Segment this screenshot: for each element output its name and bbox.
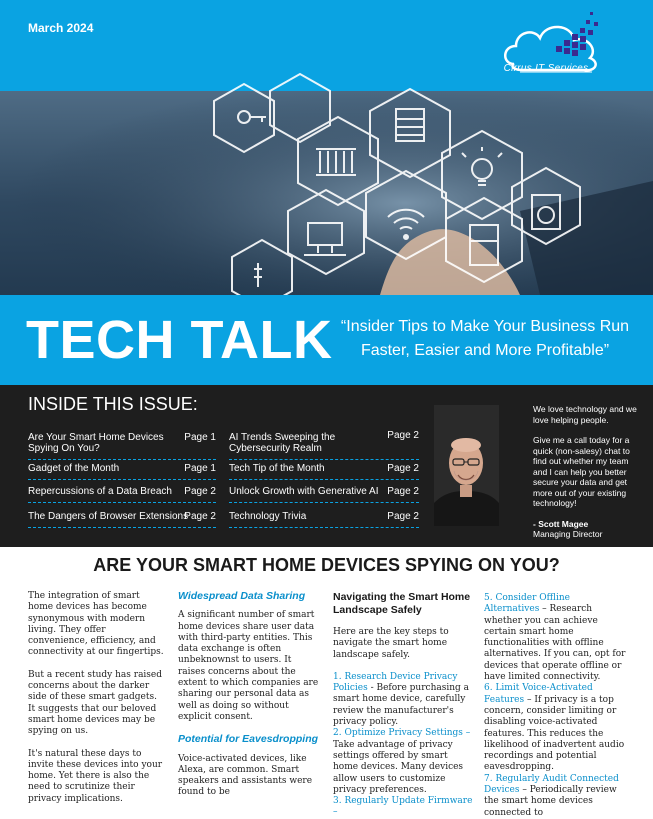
toc-item-page: Page 2 (387, 486, 419, 497)
tech-talk-banner (0, 295, 653, 385)
list-item-lead: 2. Optimize Privacy Settings – (333, 728, 471, 739)
subheading: Widespread Data Sharing (178, 590, 306, 602)
toc-item-title: The Dangers of Browser Extensions (28, 511, 189, 522)
toc-item[interactable] (28, 480, 216, 503)
toc-item-page: Page 1 (184, 463, 216, 474)
article-title: ARE YOUR SMART HOME DEVICES SPYING ON YOU? (93, 555, 560, 575)
author-name: - Scott Magee (533, 518, 589, 529)
toc-item[interactable] (229, 425, 419, 460)
paragraph: The integration of smart home devices has become synonymous with modern living. They offer convenience, efficiency, and connectivity at our fingertips. (28, 591, 164, 658)
toc-item[interactable] (229, 460, 419, 480)
toc-item-page: Page 2 (387, 430, 419, 441)
inside-this-issue (0, 385, 653, 547)
toc-item-page: Page 2 (184, 511, 216, 522)
list-item-text: - Before purchasing a smart home device, carefully review the manufacturer's privacy policy. (333, 683, 470, 728)
hero-image (0, 91, 653, 295)
newsletter-title: TECH TALK (26, 310, 333, 370)
toc-item[interactable] (229, 480, 419, 503)
list-item-text: – If privacy is a top concern, consider limiting or disabling voice-activated features. This reduces the likelihood of inadvertent audio recordings and potential eavesdropping. (484, 694, 625, 773)
issue-date: March 2024 (28, 21, 94, 35)
paragraph: It's natural these days to invite these devices into your home. Yet there is also the need to scrutinize their privacy implications. (28, 748, 163, 804)
toc-item-page: Page 1 (184, 432, 216, 443)
toc-item-title: AI Trends Sweeping the Cybersecurity Realm (229, 432, 336, 454)
list-item-lead: 1. Research Device Privacy Policies (333, 671, 458, 694)
list-item-lead: 3. Regularly Update Firmware – (333, 796, 473, 818)
toc-item-title: Gadget of the Month (28, 463, 120, 474)
article-column-4 (484, 593, 626, 819)
author-bio (533, 404, 643, 550)
article-column-2 (178, 591, 320, 810)
newsletter-header (0, 0, 653, 91)
list-item (484, 593, 626, 683)
list-item (484, 774, 626, 819)
toc-item-page: Page 2 (387, 463, 419, 474)
toc-item[interactable] (28, 460, 216, 480)
toc-item[interactable] (229, 503, 419, 528)
toc-item-title: Technology Trivia (229, 511, 307, 522)
cloud-logo-icon (500, 6, 612, 86)
list-item-text: – Research whether you can achieve certain smart home functionalities with offline alternatives. If you can, opt for devices that operate offline or have limited connectivity. (484, 604, 626, 683)
newsletter-tagline: “Insider Tips to Make Your Business Run Faster, Easier and More Profitable” (340, 318, 630, 359)
list-item-text: – Periodically review the smart home devices connected to (484, 785, 617, 818)
toc-item-page: Page 2 (387, 511, 419, 522)
toc-item-title: Repercussions of a Data Breach (28, 486, 172, 497)
list-item-lead: 5. Consider Offline Alternatives (484, 593, 570, 615)
toc-item-page: Page 2 (184, 486, 216, 497)
article-column-1 (28, 591, 166, 816)
bio-call-to-action: Give me a call today for a quick (non-salesy) chat to find out whether my team and I can help you better secure your data and get more out of your existing technology! (533, 435, 630, 508)
article-column-3 (333, 591, 475, 819)
logo-wordmark: Cirrus IT Services (503, 63, 589, 74)
toc-item-title: Tech Tip of the Month (229, 463, 325, 474)
list-item (333, 672, 475, 728)
smart-home-hexagons-illustration (0, 91, 653, 295)
list-item-lead: 7. Regularly Audit Connected Devices (484, 773, 619, 796)
section-heading: Navigating the Smart Home Landscape Safely (333, 591, 471, 616)
toc-item[interactable] (28, 427, 216, 460)
list-item-lead: 6. Limit Voice-Activated Features (484, 683, 593, 705)
author-role: Managing Director (533, 529, 603, 539)
bio-intro: We love technology and we love helping people. (533, 404, 637, 425)
toc-item[interactable] (28, 503, 216, 528)
list-item (484, 683, 626, 773)
subheading: Potential for Eavesdropping (178, 733, 319, 746)
paragraph: Here are the key steps to navigate the smart home landscape safely. (333, 627, 449, 660)
paragraph: A significant number of smart home devices share user data with third-party entities. This data exchange is often unbeknownst to users. It raises concerns about the extent to which companies are sharing our personal data as well as doing so without explicit consent. (178, 610, 319, 722)
list-item (333, 728, 475, 796)
inside-heading: INSIDE THIS ISSUE: (28, 394, 198, 414)
toc-item-title: Are Your Smart Home Devices Spying On You? (28, 432, 164, 454)
paragraph: Voice-activated devices, like Alexa, are common. Smart speakers and assistants were found to be (178, 753, 313, 798)
toc-item-title: Unlock Growth with Generative AI (229, 486, 379, 497)
author-photo (434, 405, 499, 526)
paragraph: But a recent study has raised concerns about the darker side of these smart gadgets. It suggests that our beloved smart home devices may be spying on us. (28, 669, 163, 737)
list-item (333, 796, 475, 819)
list-item-text: Take advantage of privacy settings offered by smart home devices. Many devices allow users to customize privacy preferences. (333, 739, 464, 795)
